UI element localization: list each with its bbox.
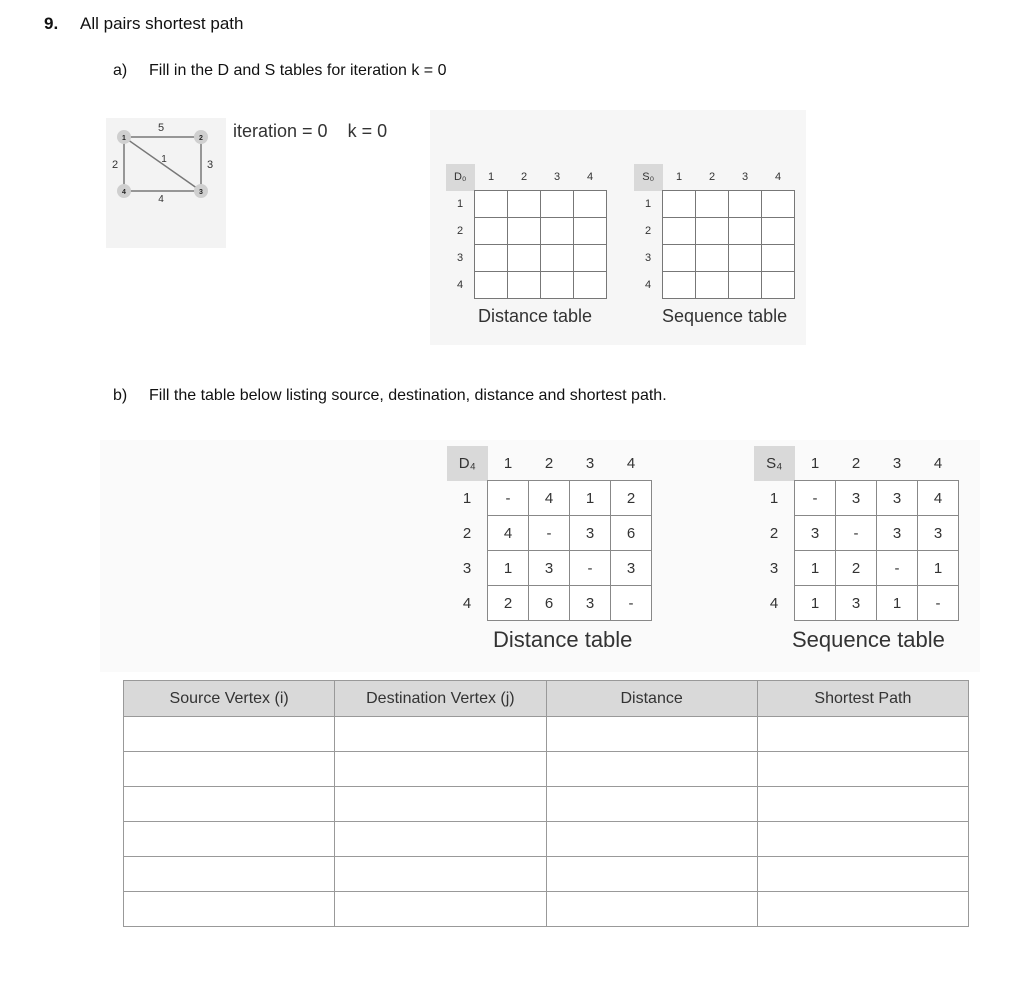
edge-weight-2-3: 3 <box>207 159 214 171</box>
s0-caption: Sequence table <box>662 306 788 326</box>
s0-cell[interactable] <box>762 218 795 245</box>
d4-cell: 2 <box>488 586 529 621</box>
answer-cell[interactable] <box>335 787 546 822</box>
answer-cell[interactable] <box>335 752 546 787</box>
answer-cell[interactable] <box>757 752 968 787</box>
s4-cell: - <box>877 551 918 586</box>
iteration-value: iteration = 0 <box>233 121 328 141</box>
answer-cell[interactable] <box>757 822 968 857</box>
answer-cell[interactable] <box>124 857 335 892</box>
d0-cell[interactable] <box>541 191 574 218</box>
d4-cell: 6 <box>529 586 570 621</box>
graph-diagram <box>106 118 226 248</box>
d0-cell[interactable] <box>508 191 541 218</box>
answer-row <box>124 822 969 857</box>
answer-row <box>124 892 969 927</box>
edge-weight-1-3: 1 <box>161 154 167 165</box>
s0-cell[interactable] <box>696 191 729 218</box>
s4-cell: 1 <box>877 586 918 621</box>
question-title: All pairs shortest path <box>80 14 244 33</box>
answer-cell[interactable] <box>335 822 546 857</box>
d4-cell: 3 <box>570 586 611 621</box>
d0-cell[interactable] <box>508 272 541 299</box>
d4-caption: Distance table <box>493 627 633 652</box>
answer-row <box>124 717 969 752</box>
answer-cell[interactable] <box>757 787 968 822</box>
s0-cell[interactable] <box>696 272 729 299</box>
answer-cell[interactable] <box>757 717 968 752</box>
vertex-3-label: 3 <box>199 189 203 196</box>
answer-row <box>124 787 969 822</box>
s4-table-wrapper <box>754 446 959 621</box>
answer-table <box>123 680 969 927</box>
s0-cell[interactable] <box>729 245 762 272</box>
d4-cell: - <box>488 481 529 516</box>
d4-cell: 1 <box>488 551 529 586</box>
s0-row-header: 4 <box>644 279 652 291</box>
s4-cell: 1 <box>795 586 836 621</box>
answer-cell[interactable] <box>335 717 546 752</box>
s4-cell: 3 <box>795 516 836 551</box>
s0-table-wrapper <box>634 164 795 299</box>
part-b-label: b) <box>113 387 128 404</box>
d0-corner: D₀ <box>446 164 475 191</box>
s4-cell: 3 <box>836 586 877 621</box>
s4-cell: 3 <box>877 516 918 551</box>
header-source-vertex: Source Vertex (i) <box>124 681 335 717</box>
s4-col-header: 2 <box>851 454 861 472</box>
header-distance: Distance <box>546 681 757 717</box>
d0-col-header: 4 <box>586 171 594 183</box>
s0-cell[interactable] <box>696 245 729 272</box>
d4-col-header: 1 <box>503 454 513 472</box>
d4-row-header: 1 <box>462 489 472 507</box>
s0-cell[interactable] <box>729 218 762 245</box>
answer-cell[interactable] <box>124 717 335 752</box>
s4-cell: 1 <box>918 551 959 586</box>
s4-cell: 3 <box>918 516 959 551</box>
s0-cell[interactable] <box>663 191 696 218</box>
answer-cell[interactable] <box>124 787 335 822</box>
s4-cell: 3 <box>877 481 918 516</box>
s4-row-header: 3 <box>769 559 779 577</box>
s0-col-header: 2 <box>708 171 716 183</box>
s4-cell: - <box>918 586 959 621</box>
d4-col-header: 3 <box>585 454 595 472</box>
s0-cell[interactable] <box>762 191 795 218</box>
d4-cell: 3 <box>611 551 652 586</box>
d0-col-header: 1 <box>487 171 495 183</box>
s0-cell[interactable] <box>663 272 696 299</box>
s0-cell[interactable] <box>762 245 795 272</box>
answer-cell[interactable] <box>546 752 757 787</box>
d0-cell[interactable] <box>508 218 541 245</box>
part-a-text: Fill in the D and S tables for iteration k = 0 <box>149 62 447 79</box>
answer-cell[interactable] <box>335 892 546 927</box>
edge-weight-1-4: 2 <box>111 159 119 171</box>
d0-cell[interactable] <box>541 245 574 272</box>
s4-cell: 4 <box>918 481 959 516</box>
d4-table <box>447 446 652 621</box>
d0-cell[interactable] <box>475 272 508 299</box>
answer-cell[interactable] <box>546 822 757 857</box>
d4-table-wrapper <box>447 446 652 621</box>
d0-cell[interactable] <box>574 272 607 299</box>
s4-col-header: 3 <box>892 454 902 472</box>
s0-row-header: 1 <box>644 198 652 210</box>
s4-cell: - <box>836 516 877 551</box>
answer-cell[interactable] <box>546 857 757 892</box>
s4-cell: - <box>795 481 836 516</box>
answer-cell[interactable] <box>546 787 757 822</box>
d0-cell[interactable] <box>574 191 607 218</box>
s4-row-header: 1 <box>769 489 779 507</box>
d0-cell[interactable] <box>475 245 508 272</box>
s0-cell[interactable] <box>762 272 795 299</box>
s4-cell: 2 <box>836 551 877 586</box>
s0-cell[interactable] <box>696 218 729 245</box>
d0-cell[interactable] <box>541 218 574 245</box>
s0-col-header: 1 <box>675 171 683 183</box>
d0-table <box>446 164 607 299</box>
part-a-instruction <box>113 62 446 80</box>
question-number: 9. <box>44 14 59 33</box>
d4-row-header: 4 <box>462 594 472 612</box>
answer-cell[interactable] <box>124 752 335 787</box>
d4-corner: D₄ <box>447 446 488 481</box>
d0-row-header: 2 <box>456 225 464 237</box>
d4-cell: 3 <box>529 551 570 586</box>
d0-caption: Distance table <box>478 306 593 326</box>
d0-cell[interactable] <box>475 191 508 218</box>
d0-cell[interactable] <box>574 218 607 245</box>
s4-col-header: 4 <box>933 454 943 472</box>
answer-header-row <box>124 681 969 717</box>
d0-cell[interactable] <box>475 218 508 245</box>
part-b-text: Fill the table below listing source, destination, distance and shortest path. <box>149 387 667 404</box>
d4-col-header: 4 <box>626 454 636 472</box>
d0-col-header: 3 <box>553 171 561 183</box>
s0-cell[interactable] <box>729 272 762 299</box>
answer-cell[interactable] <box>546 892 757 927</box>
s4-row-header: 2 <box>769 524 779 542</box>
d4-cell: 4 <box>488 516 529 551</box>
edge-weight-4-3: 4 <box>158 194 164 205</box>
s0-cell[interactable] <box>663 245 696 272</box>
vertex-2-label: 2 <box>199 135 203 142</box>
d4-cell: 6 <box>611 516 652 551</box>
answer-cell[interactable] <box>124 822 335 857</box>
d0-cell[interactable] <box>574 245 607 272</box>
d0-table-wrapper <box>446 164 607 299</box>
d4-cell: 2 <box>611 481 652 516</box>
d0-cell[interactable] <box>541 272 574 299</box>
d4-row-header: 2 <box>462 524 472 542</box>
edge-weight-1-2: 5 <box>157 122 165 134</box>
answer-cell[interactable] <box>757 857 968 892</box>
s4-table <box>754 446 959 621</box>
s4-caption: Sequence table <box>792 627 945 652</box>
s4-cell: 1 <box>795 551 836 586</box>
d4-cell: 4 <box>529 481 570 516</box>
s0-row-header: 2 <box>644 225 652 237</box>
vertex-4-label: 4 <box>122 189 126 196</box>
s0-col-header: 3 <box>741 171 749 183</box>
header-shortest-path: Shortest Path <box>757 681 968 717</box>
graph-panel <box>106 118 226 248</box>
s0-cell[interactable] <box>729 191 762 218</box>
d4-cell: - <box>529 516 570 551</box>
d0-row-header: 1 <box>456 198 464 210</box>
vertex-1-label: 1 <box>122 135 126 142</box>
answer-row <box>124 752 969 787</box>
s0-corner: S₀ <box>634 164 663 191</box>
d0-cell[interactable] <box>508 245 541 272</box>
header-destination-vertex: Destination Vertex (j) <box>335 681 546 717</box>
s4-row-header: 4 <box>769 594 779 612</box>
d4-cell: - <box>570 551 611 586</box>
answer-cell[interactable] <box>757 892 968 927</box>
answer-cell[interactable] <box>546 717 757 752</box>
answer-row <box>124 857 969 892</box>
d0-col-header: 2 <box>520 171 528 183</box>
part-a-label: a) <box>113 62 128 79</box>
d4-cell: 1 <box>570 481 611 516</box>
s4-col-header: 1 <box>810 454 820 472</box>
s0-row-header: 3 <box>644 252 652 264</box>
answer-cell[interactable] <box>124 892 335 927</box>
d4-cell: - <box>611 586 652 621</box>
s0-table <box>634 164 795 299</box>
d4-col-header: 2 <box>544 454 554 472</box>
part-b-instruction <box>113 387 667 405</box>
d4-row-header: 3 <box>462 559 472 577</box>
d4-cell: 3 <box>570 516 611 551</box>
answer-cell[interactable] <box>335 857 546 892</box>
k-value: k = 0 <box>347 121 388 141</box>
s0-cell[interactable] <box>663 218 696 245</box>
s0-col-header: 4 <box>774 171 782 183</box>
s4-cell: 3 <box>836 481 877 516</box>
d0-row-header: 3 <box>456 252 464 264</box>
d0-row-header: 4 <box>456 279 464 291</box>
iteration-label <box>233 121 407 142</box>
s4-corner: S₄ <box>754 446 795 481</box>
